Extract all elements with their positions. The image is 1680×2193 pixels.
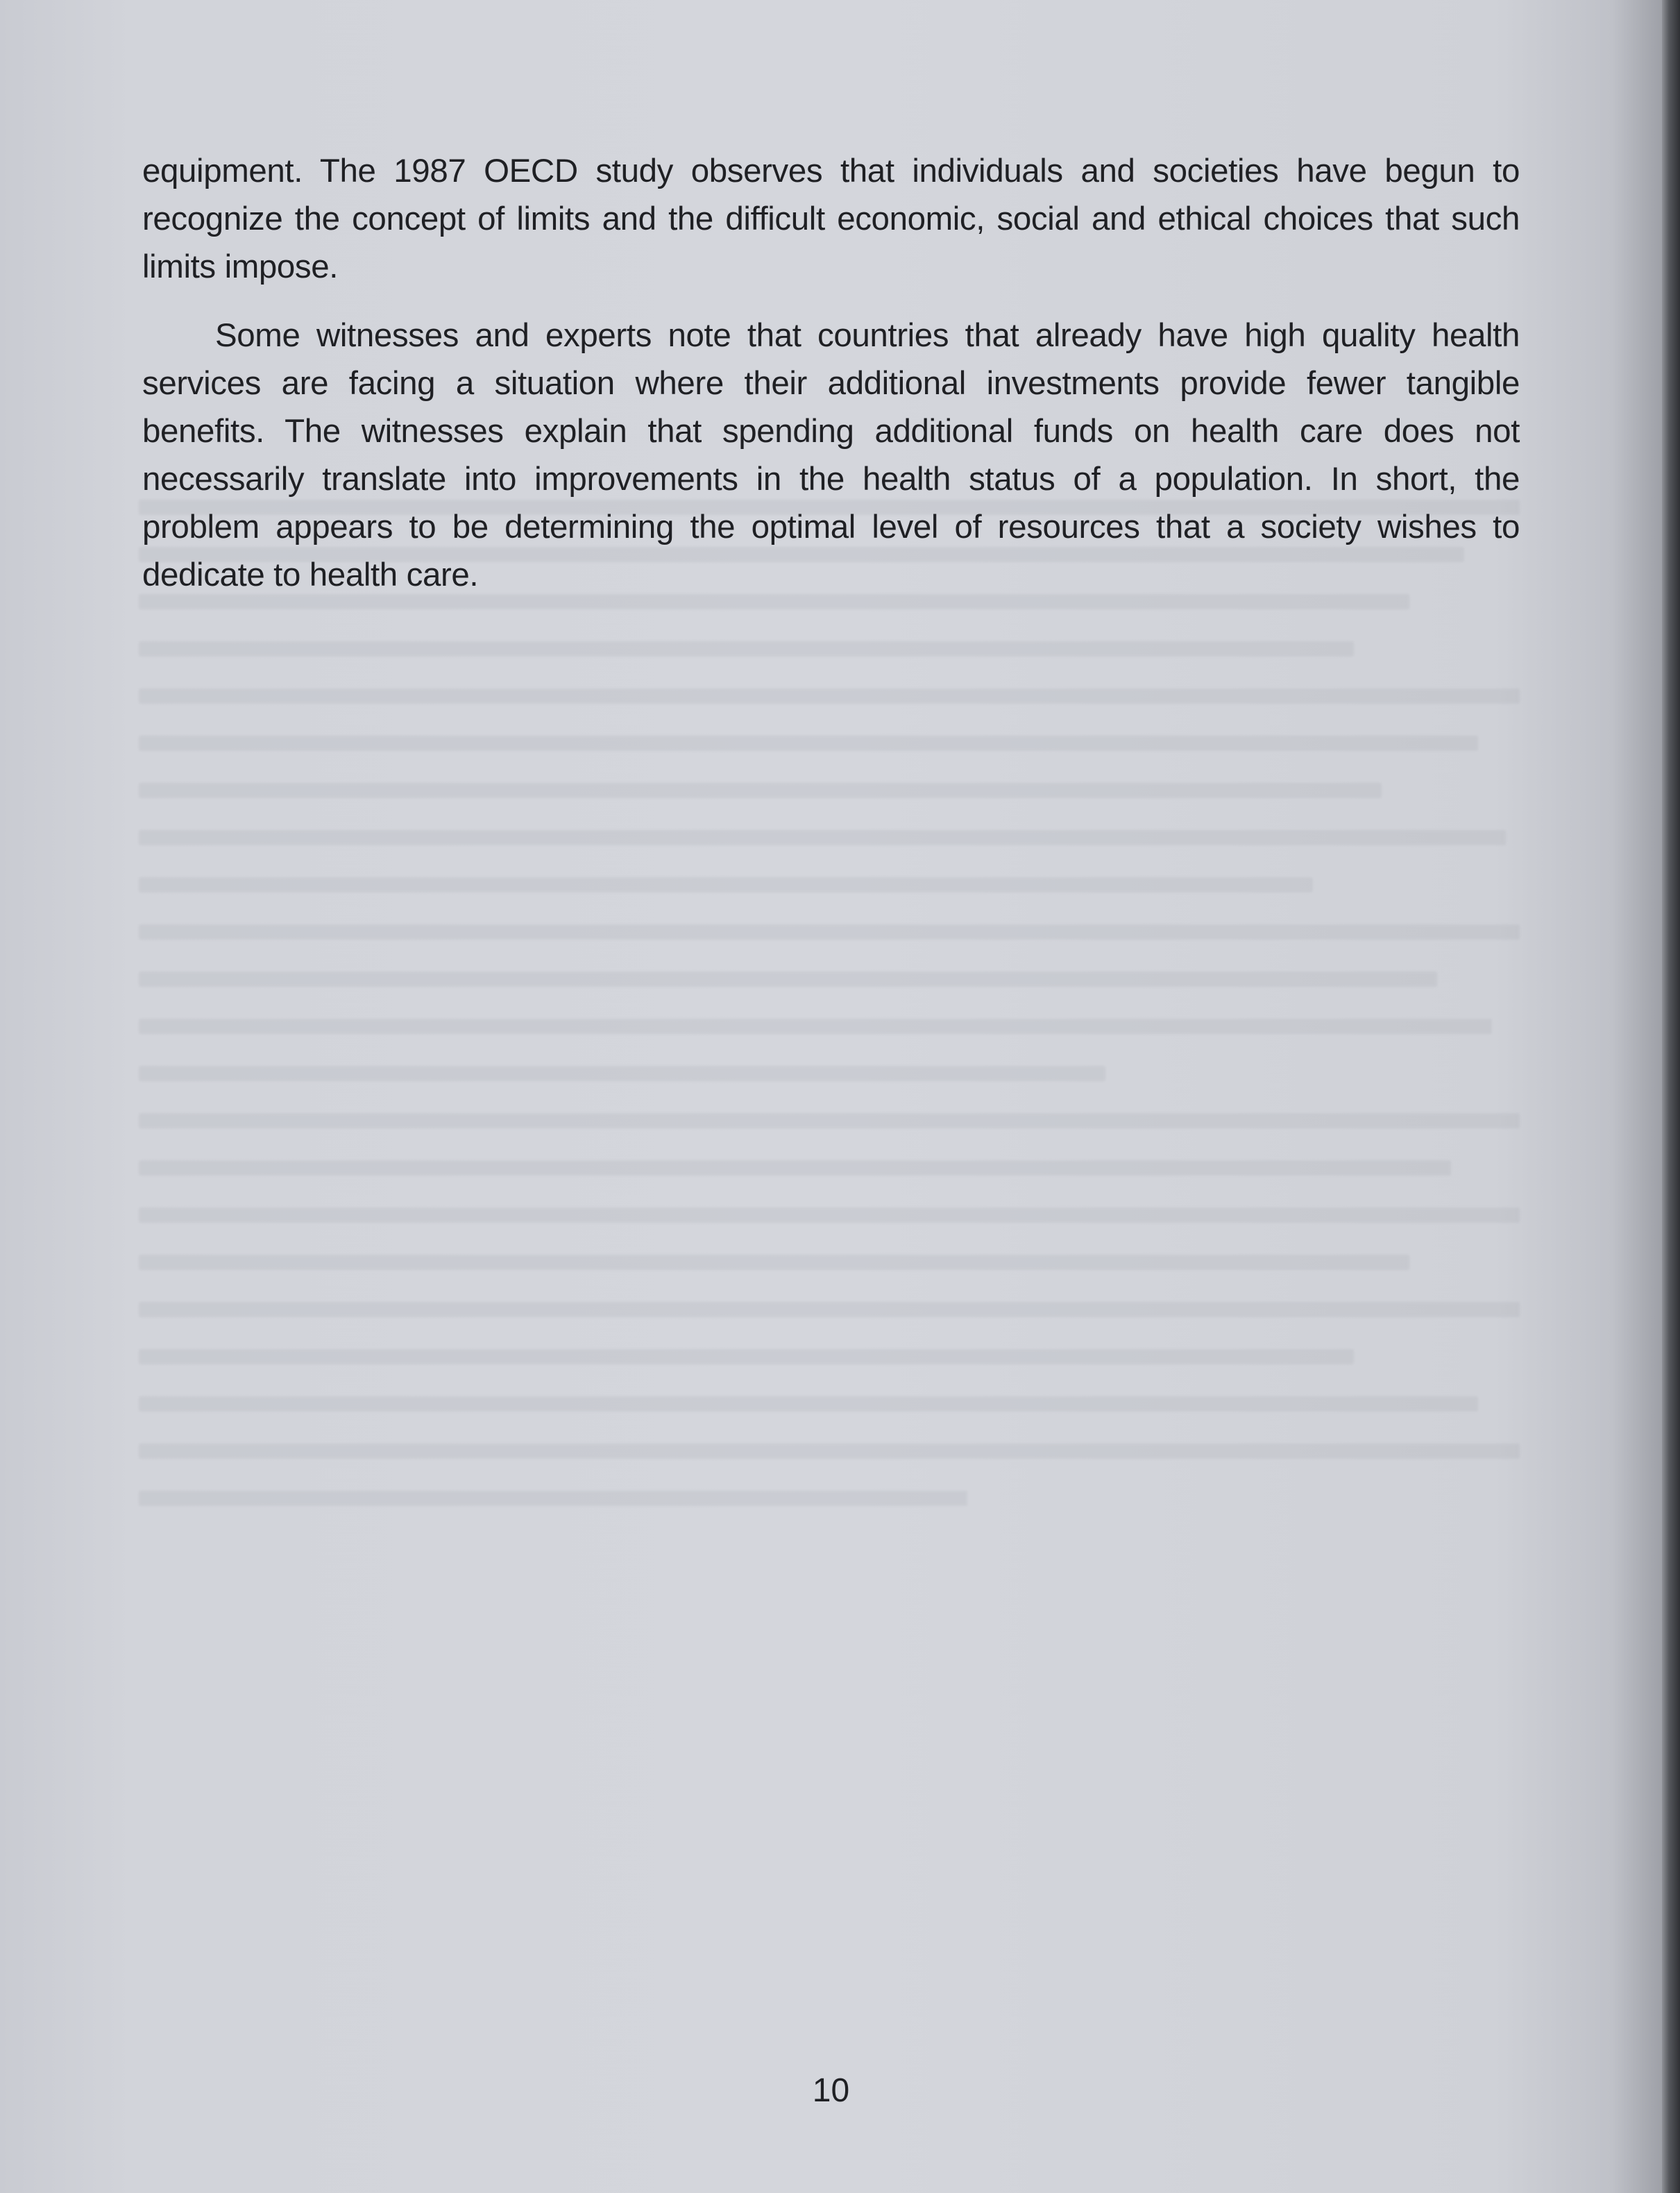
- paragraph-2: Some witnesses and experts note that countries that already have high quality health services are facing a situation where their additional investments provide fewer tangible benefits. The witnesses explain that spending additional funds on health care does not necessarily translate into improvements in the health status of a population. In short, the problem appears to be determining the optimal level of resources that a society wishes to dedicate to health care.: [142, 317, 1520, 593]
- page-edge-shadow: [1662, 0, 1680, 2193]
- reverse-side-bleed-through: [139, 500, 1520, 2047]
- body-text: [142, 147, 1520, 599]
- paragraph-1: equipment. The 1987 OECD study observes that individuals and societies have begun to recognize the concept of limits and the difficult economic, social and ethical choices that such limits impose.: [142, 153, 1520, 285]
- page-number: 10: [812, 2072, 850, 2109]
